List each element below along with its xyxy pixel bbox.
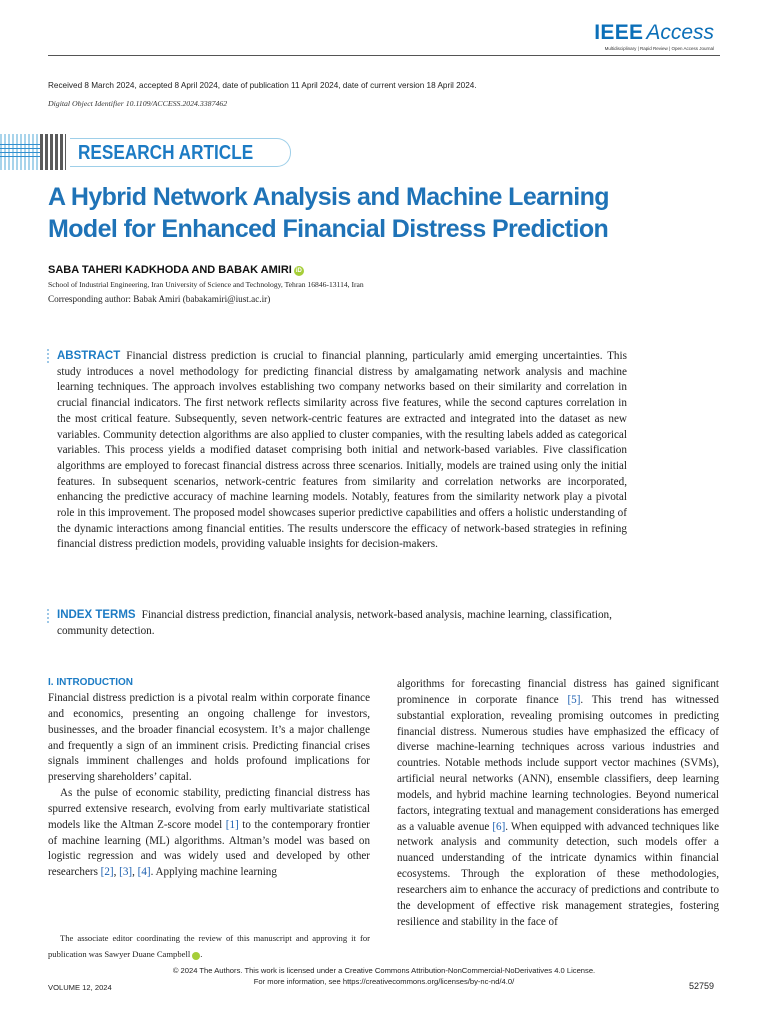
citation-link-6[interactable]: [6] (492, 820, 506, 833)
citation-link-2[interactable]: [2] (100, 866, 114, 879)
banner-label-box (70, 138, 291, 167)
received-dates: Received 8 March 2024, accepted 8 April 2024, date of publication 11 April 2024, date of current version 18 April 2024. (48, 81, 477, 90)
title-line-1: A Hybrid Network Analysis and Machine Learning (48, 183, 609, 211)
stripe-bars-decoration (40, 134, 66, 170)
intro-r1-text-b: . This trend has witnessed substantial exploration, revealing promising outcomes in predicting financial distress. Numerous studies have emphasized the efficacy of diverse machine-learning techniques across various industries and countries. Notable methods include support vector machines (SVMs), artificial neural networks (ANN), ensemble classifiers, deep learning models, and hybrid machine learning technologies. Beyond numerical factors, integrating textual and management considerations has emerged as a valuable avenue (397, 693, 719, 833)
footnote-text-wrap (48, 930, 370, 962)
intro-p2-text-c: . Applying machine learning (150, 866, 277, 879)
index-terms-text: Financial distress prediction, financial analysis, network-based analysis, machine learning, classification, community detection. (57, 609, 612, 637)
volume-label: VOLUME 12, 2024 (48, 983, 112, 992)
abstract-label: ABSTRACT (57, 350, 121, 362)
abstract-text: Financial distress prediction is crucial to financial planning, particularly amid emerging uncertainties. This study introduces a novel methodology for predicting financial distress by amalgamating network analysis and machine learning techniques. The approach involves establishing two company networks based on their similarity and correlation in crucial financial indicators. The first network reflects similarity across five features, while the second captures correlation in the most critical feature. Subsequently, seven network-centric features are extracted and integrated into the dataset as new variables. Community detection algorithms are also applied to cluster companies, with the resulting labels added as categorical variables. This process yields a modified dataset comprising both initial and network-based variables. Five classification algorithms are employed to forecast financial distress across three scenarios. Initially, models are trained using only the initial features. In subsequent scenarios, network-centric features from similarity and correlation networks are incorporated, enhancing the predictive accuracy of machine learning models. Notably, features from the similarity network play a pivotal role in this improvement. The proposed model showcases superior predictive capabilities and offers a holistic understanding of the dynamic interactions among financial entities. The results underscore the efficacy of network-based strategies in refining financial distress prediction models, providing valuable insights for decision-makers. (57, 350, 627, 551)
paper-title (48, 181, 688, 245)
research-article-banner (0, 134, 300, 170)
citation-link-4[interactable]: [4] (137, 866, 151, 879)
header-rule (48, 55, 720, 56)
orcid-icon[interactable]: iD (192, 952, 200, 960)
abstract (57, 349, 627, 553)
intro-p2-text-a: As the pulse of economic stability, predicting financial distress has spurred extensive research, evolving from early multivariate statistical models like the Altman Z-score model (48, 787, 370, 831)
license-line-1: © 2024 The Authors. This work is licensed under a Creative Commons Attribution-NonCommercial-NoDerivatives 4.0 License. (172, 966, 596, 975)
license-line-2[interactable]: For more information, see https://creativecommons.org/licenses/by-nc-nd/4.0/ (253, 977, 515, 986)
authors (48, 264, 304, 276)
index-dots-decoration (47, 609, 51, 625)
logo-ieee-text: IEEE (594, 21, 644, 44)
column-left (48, 676, 370, 881)
logo-access-text: Access (646, 21, 714, 44)
intro-r1-text-a: algorithms for forecasting financial distress has gained significant prominence in corporate finance (397, 678, 719, 706)
column-right (397, 677, 719, 931)
abstract-dots-decoration (47, 349, 51, 365)
title-line-2: Model for Enhanced Financial Distress Prediction (48, 215, 609, 243)
intro-paragraph-3 (397, 677, 719, 931)
corresponding-author: Corresponding author: Babak Amiri (babakamiri@iust.ac.ir) (48, 294, 271, 304)
citation-link-3[interactable]: [3] (119, 866, 133, 879)
ieee-access-logo (594, 22, 714, 51)
citation-link-5[interactable]: [5] (567, 693, 581, 706)
footnote-text: The associate editor coordinating the review of this manuscript and approving it for publication was Sawyer Duane Campbell (48, 933, 370, 959)
page-number: 52759 (688, 981, 714, 991)
license-notice (0, 965, 768, 987)
author-names: SABA TAHERI KADKHODA AND BABAK AMIRI (48, 264, 292, 276)
intro-p2-text-b: to the contemporary frontier of machine learning (ML) algorithms. Altman’s model was based on logistic regression and was widely used and developed by other researchers (48, 818, 370, 879)
banner-label: RESEARCH ARTICLE (78, 142, 254, 164)
citation-link-1[interactable]: [1] (225, 818, 239, 831)
intro-paragraph-1: Financial distress prediction is a pivotal realm within corporate finance and economics, presenting an ongoing challenge for investors, businesses, and the broader financial ecosystem. It’s a major challenge and frequently a sign of an imminent crisis. Predicting financial crises signals imminent challenges and holds profound implications for preserving shareholders’ capital. (48, 692, 370, 784)
intro-r1-text-c: . When equipped with advanced techniques like network analysis and community detection, such models offer a nuanced understanding of the intricate dynamics within financial ecosystems. Through the exploration of these methodologies, researchers aim to enhance the accuracy of predictions and contribute to the development of effective risk management strategies, fostering resilience and stability in the face of (397, 820, 719, 928)
footnote-end: . (200, 949, 203, 959)
editor-footnote (48, 930, 370, 962)
stripe-lines-decoration (0, 144, 40, 160)
index-terms-label: INDEX TERMS (57, 609, 136, 621)
doi-line: Digital Object Identifier 10.1109/ACCESS.2024.3387462 (48, 99, 228, 108)
affiliation: School of Industrial Engineering, Iran University of Science and Technology, Tehran 16846-13114, Iran (48, 280, 364, 289)
intro-paragraph-2: As the pulse of economic stability, predicting financial distress has spurred extensive research, evolving from early multivariate statistical models like the Altman Z-score model [1] to the contemporary frontier of machine learning (ML) algorithms. Altman’s model was based on logistic regression and was widely used and developed by other researchers [2], [3], [4]. Applying machine learning (48, 787, 370, 879)
orcid-icon[interactable]: iD (295, 268, 302, 274)
index-terms (57, 608, 627, 639)
section-heading-introduction: I. INTRODUCTION (48, 677, 133, 688)
logo-tagline: Multidisciplinary | Rapid Review | Open Access Journal (604, 46, 714, 51)
